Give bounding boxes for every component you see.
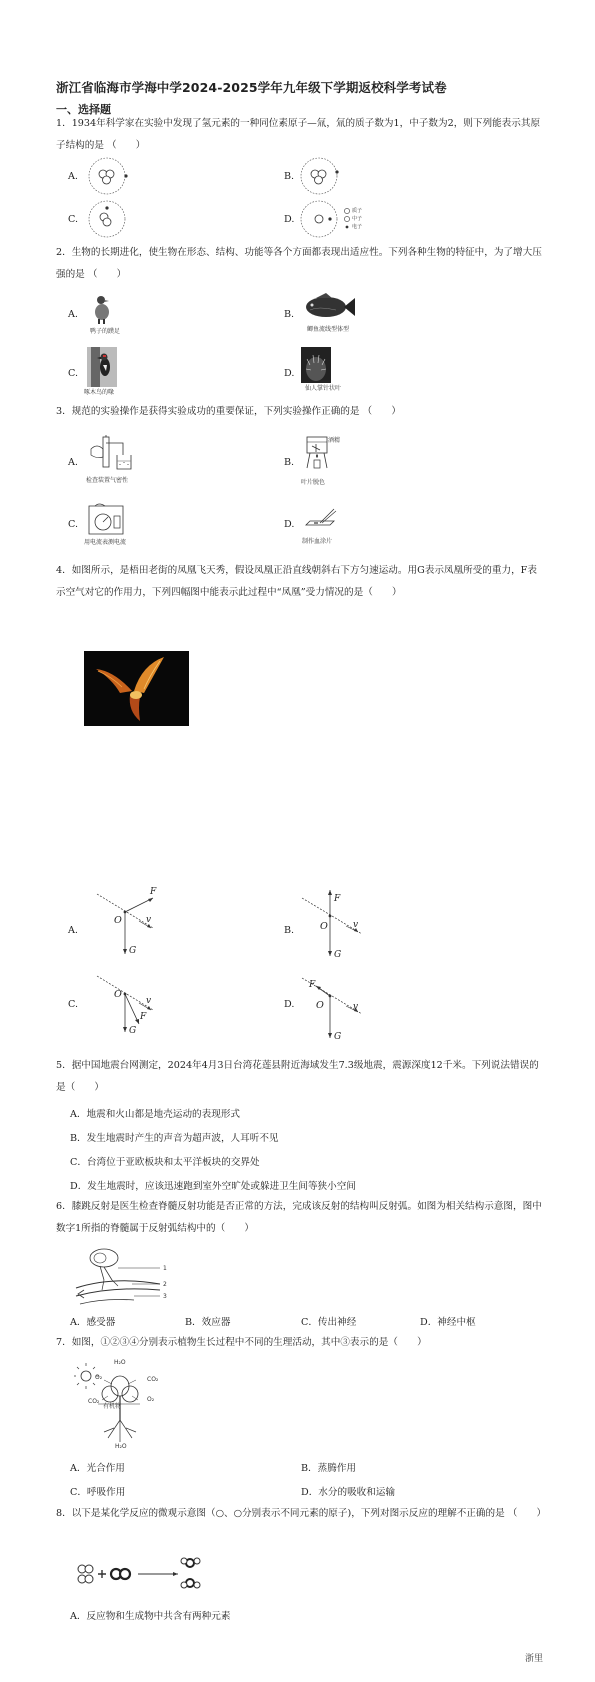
q4-c-label-v: v (146, 996, 152, 1006)
q7-label-o2-left: O₂ (95, 1374, 103, 1381)
q3-ammeter-image (85, 502, 127, 536)
q3-caption-d: 制作血涂片 (302, 538, 333, 545)
q1-atom-d (298, 198, 343, 240)
q4-option-b[interactable]: B. (284, 925, 295, 936)
q3-caption-b: 叶片脱色 (301, 479, 326, 486)
q4-d-label-v: v (353, 1002, 359, 1012)
q2-caption-c: 啄木鸟的喙 (84, 389, 115, 396)
q8-reaction-diagram (74, 1555, 224, 1593)
q2-caption-d: 仙人掌针状叶 (305, 385, 342, 392)
q1-atom-a (86, 155, 131, 197)
q5-option-b[interactable]: B．发生地震时产生的声音为超声波，人耳听不见 (70, 1133, 279, 1144)
q6-fig-number-1: 1 (163, 1265, 167, 1272)
q6-option-d[interactable]: D．神经中枢 (420, 1317, 476, 1328)
q4-c-label-o: O (114, 989, 122, 1000)
q3-caption-a: 检查装置气密性 (86, 477, 129, 484)
q4-option-c[interactable]: C. (68, 999, 79, 1010)
q6-fig-number-3: 3 (163, 1293, 167, 1300)
q8-option-a[interactable]: A．反应物和生成物中共含有两种元素 (70, 1611, 231, 1622)
q3-option-a[interactable]: A. (68, 457, 78, 468)
q1-legend-proton: 质子 (352, 208, 363, 214)
q3-option-c[interactable]: C. (68, 519, 79, 530)
section-heading: 一、选择题 (56, 103, 111, 116)
q4-d-label-f: F (309, 980, 316, 990)
q7-option-c[interactable]: C．呼吸作用 (70, 1487, 126, 1498)
q2-option-a[interactable]: A. (68, 309, 78, 320)
page-footer: 浙里 (524, 1654, 543, 1664)
q5-option-c[interactable]: C．台湾位于亚欧板块和太平洋板块的交界处 (70, 1157, 260, 1168)
q4-phoenix-photo (84, 651, 189, 726)
q4-option-d[interactable]: D. (284, 999, 295, 1010)
q5-option-a[interactable]: A．地震和火山都是地壳运动的表现形式 (70, 1109, 241, 1120)
q5-option-d[interactable]: D．发生地震时，应该迅速跑到室外空旷处或躲进卫生间等狭小空间 (70, 1181, 356, 1192)
q6-option-b[interactable]: B．效应器 (185, 1317, 231, 1328)
q1-option-a[interactable]: A. (68, 171, 78, 182)
q3-option-d[interactable]: D. (284, 519, 295, 530)
q3-caption-c: 用电流表测电流 (84, 539, 127, 546)
q4-b-label-v: v (353, 920, 359, 930)
q3-leaf-decolor-image (304, 434, 330, 476)
q3-option-b[interactable]: B. (284, 457, 295, 468)
q1-legend-symbols (343, 207, 351, 233)
question-4-stem: 4．如图所示，是梧田老街的凤凰飞天秀，假设凤凰正沿直线朝斜右下方匀速运动。用G表示凤凰所受的重力，F表示空气对它的作用力，下列四幅图中能表示此过程中“凤凰”受力情况的是（ ） (56, 565, 537, 598)
q7-label-co2-left: CO₂ (88, 1398, 100, 1405)
q4-a-label-f: F (150, 887, 157, 897)
q4-d-label-g: G (334, 1032, 342, 1042)
q7-label-co2-right: CO₂ (147, 1376, 159, 1383)
page-title: 浙江省临海市学海中学2024-2025学年九年级下学期返校科学考试卷 (56, 80, 447, 95)
q1-option-d[interactable]: D. (284, 214, 295, 225)
q4-c-label-f: F (140, 1012, 147, 1022)
q3-airtight-check-image (87, 435, 139, 475)
q7-label-organic: 有机物 (103, 1403, 122, 1410)
q4-b-label-o: O (320, 921, 328, 932)
q1-option-c[interactable]: C. (68, 214, 79, 225)
q2-duck-image (90, 292, 114, 326)
q2-option-b[interactable]: B. (284, 309, 295, 320)
q7-option-b[interactable]: B．蒸腾作用 (301, 1463, 357, 1474)
q2-caption-b: 鲫鱼流线型体型 (307, 326, 350, 333)
q4-a-label-v: v (146, 915, 152, 925)
q6-fig-number-2: 2 (163, 1281, 167, 1288)
q7-label-o2-right: O₂ (147, 1396, 155, 1403)
q3-blood-smear-image (302, 507, 342, 533)
question-1-stem: 1．1934年科学家在实验中发现了氢元素的一种同位素原子—氚，氚的质子数为1，中子数为2，则下列能表示其原子结构的是 （ ） (56, 118, 541, 151)
q4-option-a[interactable]: A. (68, 925, 78, 936)
q2-option-d[interactable]: D. (284, 368, 295, 379)
q6-reflex-arc-figure (74, 1246, 174, 1308)
question-2-stem: 2．生物的长期进化，使生物在形态、结构、功能等各个方面都表现出适应性。下列各种生物的特征中，为了增大压强的是 （ ） (56, 247, 542, 280)
q2-option-c[interactable]: C. (68, 368, 79, 379)
q3-label-alcohol: 酒精 (328, 437, 341, 444)
question-6-stem: 6．膝跳反射是医生检查脊髓反射功能是否正常的方法，完成该反射的结构叫反射弧。如图为相关结构示意图，图中数字1所指的脊髓属于反射弧结构中的（ ） (56, 1201, 542, 1234)
q7-option-a[interactable]: A．光合作用 (70, 1463, 125, 1474)
q4-a-label-o: O (114, 915, 122, 926)
q2-woodpecker-image (87, 347, 117, 387)
q4-a-label-g: G (129, 946, 137, 956)
q2-fish-image (302, 292, 356, 322)
q4-b-label-g: G (334, 950, 342, 960)
question-8-stem: 8．以下是某化学反应的微观示意图（○、○分别表示不同元素的原子)，下列对图示反应的理解不正确的是 （ ） (56, 1508, 547, 1519)
q1-option-b[interactable]: B. (284, 171, 295, 182)
q1-atom-c (86, 198, 131, 240)
q4-d-label-o: O (316, 1000, 324, 1011)
q7-option-d[interactable]: D．水分的吸收和运输 (301, 1487, 396, 1498)
q7-label-h2o-bottom: H₂O (115, 1443, 127, 1450)
q4-b-label-f: F (334, 894, 341, 904)
question-5-stem: 5．据中国地震台网测定，2024年4月3日台湾花莲县附近海域发生7.3级地震，震源深度12千米。下列说法错误的是（ ） (56, 1060, 539, 1093)
q6-option-a[interactable]: A．感受器 (70, 1317, 116, 1328)
question-7-stem: 7．如图，①②③④分别表示植物生长过程中不同的生理活动，其中③表示的是（ ） (56, 1337, 427, 1348)
question-3-stem: 3．规范的实验操作是获得实验成功的重要保证，下列实验操作正确的是 （ ） (56, 406, 401, 417)
q4-c-label-g: G (129, 1026, 137, 1036)
q7-label-h2o-top: H₂O (114, 1359, 126, 1366)
q2-caption-a: 鸭子的蹼足 (90, 328, 121, 335)
q6-option-c[interactable]: C．传出神经 (301, 1317, 357, 1328)
q1-legend-neutron: 中子 (352, 216, 363, 222)
q1-atom-b (298, 155, 343, 197)
q1-legend-electron: 电子 (352, 224, 363, 230)
q2-cactus-image (301, 347, 331, 383)
